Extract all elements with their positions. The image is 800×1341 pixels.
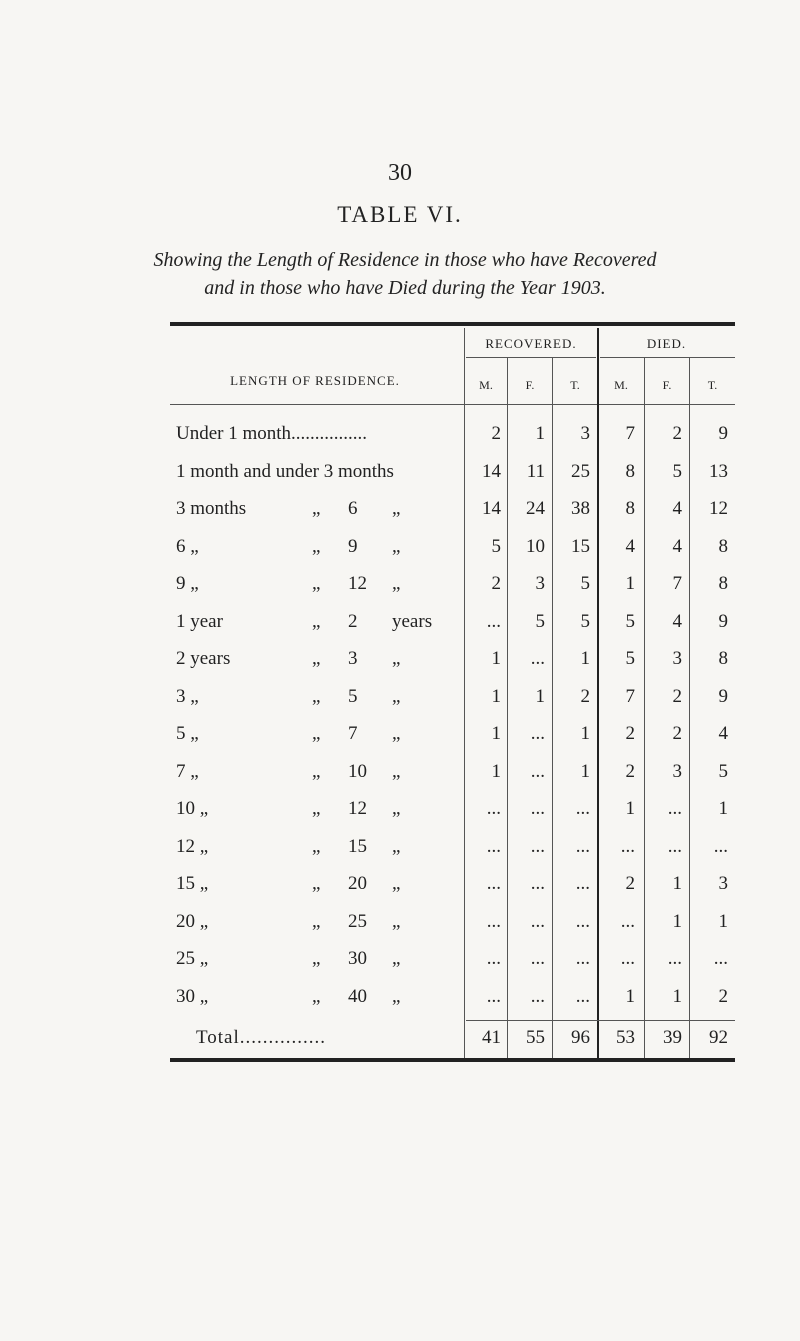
total-cell: 53 bbox=[616, 1027, 635, 1048]
table-cell: ... bbox=[530, 948, 545, 969]
table-cell: ... bbox=[530, 723, 545, 744]
table-cell: 1 bbox=[718, 798, 728, 819]
table-cell: 1 bbox=[535, 423, 545, 444]
row-label-from: 3 „ bbox=[176, 686, 199, 707]
table-cell: 2 bbox=[718, 986, 728, 1007]
table-cell: 1 bbox=[672, 986, 682, 1007]
row-label-ditto1: „ bbox=[312, 723, 321, 744]
table-cell: ... bbox=[575, 948, 590, 969]
table-cell: 5 bbox=[625, 648, 635, 669]
row-label-unit: „ bbox=[392, 911, 401, 932]
table-cell: 9 bbox=[718, 686, 728, 707]
row-label-from: 25 „ bbox=[176, 948, 209, 969]
table-cell: ... bbox=[713, 948, 728, 969]
table-cell: 2 bbox=[625, 761, 635, 782]
died-m-header: M. bbox=[614, 378, 628, 392]
row-label-unit: „ bbox=[392, 536, 401, 557]
table-title: TABLE VI. bbox=[337, 202, 463, 227]
row-label-ditto1: „ bbox=[312, 498, 321, 519]
table-cell: 3 bbox=[672, 648, 682, 669]
table-cell: 4 bbox=[672, 611, 682, 632]
table-cell: 1 bbox=[672, 911, 682, 932]
table-cell: 8 bbox=[718, 648, 728, 669]
row-label-to: 7 bbox=[348, 723, 358, 744]
table-cell: 4 bbox=[672, 498, 682, 519]
table-cell: 8 bbox=[718, 573, 728, 594]
table-cell: ... bbox=[486, 986, 501, 1007]
table-cell: 1 bbox=[491, 723, 501, 744]
total-cell: 55 bbox=[526, 1027, 545, 1048]
table-cell: ... bbox=[486, 873, 501, 894]
table-cell: 4 bbox=[718, 723, 728, 744]
table-cell: 8 bbox=[625, 498, 635, 519]
table-cell: 1 bbox=[580, 761, 590, 782]
table-cell: 9 bbox=[718, 423, 728, 444]
row-label-unit: „ bbox=[392, 948, 401, 969]
table-cell: ... bbox=[530, 836, 545, 857]
row-label-unit: years bbox=[392, 611, 433, 632]
died-header: DIED. bbox=[646, 336, 687, 351]
row-label-from: 20 „ bbox=[176, 911, 209, 932]
row-label-unit: „ bbox=[392, 761, 401, 782]
table-cell: 2 bbox=[625, 873, 635, 894]
table-cell: 1 bbox=[535, 686, 545, 707]
row-label-from: 5 „ bbox=[176, 723, 199, 744]
table-cell: 5 bbox=[718, 761, 728, 782]
row-label-unit: „ bbox=[392, 723, 401, 744]
row-label-unit: „ bbox=[392, 686, 401, 707]
table-cell: ... bbox=[530, 986, 545, 1007]
table-cell: 1 bbox=[491, 648, 501, 669]
table-cell: 2 bbox=[672, 686, 682, 707]
column-rule-4 bbox=[597, 328, 599, 1058]
recovered-f-header: F. bbox=[525, 378, 535, 392]
row-label bbox=[176, 533, 464, 561]
row-label-unit: „ bbox=[392, 573, 401, 594]
table-cell: 9 bbox=[718, 611, 728, 632]
row-label bbox=[176, 420, 464, 448]
row-label-to: 5 bbox=[348, 686, 358, 707]
table-cell: 4 bbox=[625, 536, 635, 557]
row-label-to: 10 bbox=[348, 761, 367, 782]
table-cell: 12 bbox=[709, 498, 728, 519]
table-cell: 5 bbox=[580, 611, 590, 632]
header-underline-recovered bbox=[466, 357, 596, 358]
row-label bbox=[176, 495, 464, 523]
table-cell: ... bbox=[620, 836, 635, 857]
table-cell: 7 bbox=[625, 686, 635, 707]
row-label bbox=[176, 458, 464, 486]
table-cell: 5 bbox=[672, 461, 682, 482]
row-label-ditto1: „ bbox=[312, 948, 321, 969]
total-cell: 41 bbox=[482, 1027, 501, 1048]
row-label bbox=[176, 908, 464, 936]
row-label-to: 12 bbox=[348, 798, 367, 819]
row-label-to: 15 bbox=[348, 836, 367, 857]
table-cell: 3 bbox=[535, 573, 545, 594]
row-label-to: 3 bbox=[348, 648, 358, 669]
row-label-ditto1: „ bbox=[312, 573, 321, 594]
header-underline-died bbox=[600, 357, 735, 358]
table-cell: ... bbox=[620, 948, 635, 969]
row-label bbox=[176, 870, 464, 898]
table-cell: 2 bbox=[491, 573, 501, 594]
table-cell: 1 bbox=[625, 798, 635, 819]
column-rule-1 bbox=[464, 328, 465, 1058]
table-cell: 1 bbox=[672, 873, 682, 894]
row-label-unit: „ bbox=[392, 873, 401, 894]
row-label-to: 25 bbox=[348, 911, 367, 932]
table-cell: ... bbox=[530, 761, 545, 782]
row-label-from: 6 „ bbox=[176, 536, 199, 557]
row-label-ditto1: „ bbox=[312, 761, 321, 782]
table-cell: 8 bbox=[625, 461, 635, 482]
row-label-unit: „ bbox=[392, 648, 401, 669]
table-cell: 14 bbox=[482, 498, 501, 519]
table-cell: 11 bbox=[526, 461, 545, 482]
table-cell: 1 bbox=[580, 648, 590, 669]
table-cell: ... bbox=[486, 836, 501, 857]
table-subtitle bbox=[60, 246, 750, 302]
row-label-ditto1: „ bbox=[312, 648, 321, 669]
table-cell: ... bbox=[530, 911, 545, 932]
total-rule bbox=[466, 1020, 735, 1021]
died-f-header: F. bbox=[662, 378, 672, 392]
table-cell: 1 bbox=[625, 573, 635, 594]
table-cell: 5 bbox=[535, 611, 545, 632]
table-cell: 3 bbox=[718, 873, 728, 894]
table-cell: 5 bbox=[625, 611, 635, 632]
table-bottom-rule bbox=[170, 1058, 735, 1062]
row-label-ditto1: „ bbox=[312, 686, 321, 707]
row-label-from: 30 „ bbox=[176, 986, 209, 1007]
table-cell: ... bbox=[713, 836, 728, 857]
row-label-to: 6 bbox=[348, 498, 358, 519]
row-label bbox=[176, 795, 464, 823]
recovered-header: RECOVERED. bbox=[485, 336, 577, 351]
table-cell: 3 bbox=[672, 761, 682, 782]
row-label-from: 7 „ bbox=[176, 761, 199, 782]
row-label-from: 1 year bbox=[176, 611, 223, 632]
table-cell: 7 bbox=[625, 423, 635, 444]
row-label-unit: „ bbox=[392, 836, 401, 857]
table-cell: 5 bbox=[491, 536, 501, 557]
row-label-from: 10 „ bbox=[176, 798, 209, 819]
row-label bbox=[176, 983, 464, 1011]
table-cell: ... bbox=[486, 798, 501, 819]
table-cell: 5 bbox=[580, 573, 590, 594]
table-cell: ... bbox=[667, 836, 682, 857]
row-label-ditto1: „ bbox=[312, 873, 321, 894]
row-label-unit: „ bbox=[392, 986, 401, 1007]
table-cell: 8 bbox=[718, 536, 728, 557]
table-cell: ... bbox=[530, 873, 545, 894]
column-rule-2 bbox=[507, 358, 508, 1058]
table-cell: 2 bbox=[580, 686, 590, 707]
table-cell: ... bbox=[667, 948, 682, 969]
table-cell: 2 bbox=[672, 423, 682, 444]
table-cell: 1 bbox=[718, 911, 728, 932]
table-cell: ... bbox=[620, 911, 635, 932]
table-cell: 1 bbox=[491, 761, 501, 782]
table-cell: ... bbox=[575, 798, 590, 819]
row-label-from: 2 years bbox=[176, 648, 231, 669]
table-cell: 2 bbox=[491, 423, 501, 444]
row-label bbox=[176, 683, 464, 711]
row-label-ditto1: „ bbox=[312, 911, 321, 932]
table-cell: ... bbox=[530, 648, 545, 669]
table-cell: ... bbox=[667, 798, 682, 819]
row-label-from: 12 „ bbox=[176, 836, 209, 857]
row-label-from: 3 months bbox=[176, 498, 247, 519]
table-cell: ... bbox=[575, 873, 590, 894]
row-label-from: 15 „ bbox=[176, 873, 209, 894]
table-cell: ... bbox=[486, 948, 501, 969]
table-cell: ... bbox=[486, 611, 501, 632]
page-number: 30 bbox=[388, 160, 412, 186]
row-label-text: 1 month and under 3 months bbox=[176, 461, 394, 482]
table-cell: 1 bbox=[491, 686, 501, 707]
table-cell: ... bbox=[575, 836, 590, 857]
row-label-ditto1: „ bbox=[312, 798, 321, 819]
table-cell: 2 bbox=[672, 723, 682, 744]
table-cell: 7 bbox=[672, 573, 682, 594]
table-cell: 38 bbox=[571, 498, 590, 519]
row-label-from: 9 „ bbox=[176, 573, 199, 594]
row-label-ditto1: „ bbox=[312, 536, 321, 557]
row-label bbox=[176, 945, 464, 973]
row-label bbox=[176, 833, 464, 861]
table-cell: ... bbox=[575, 986, 590, 1007]
row-label-to: 30 bbox=[348, 948, 367, 969]
row-label-ditto1: „ bbox=[312, 611, 321, 632]
row-label bbox=[176, 720, 464, 748]
table-cell: 3 bbox=[580, 423, 590, 444]
length-of-residence-header: LENGTH OF RESIDENCE. bbox=[230, 373, 400, 388]
recovered-m-header: M. bbox=[479, 378, 493, 392]
table-cell: 1 bbox=[625, 986, 635, 1007]
row-label-ditto1: „ bbox=[312, 986, 321, 1007]
header-bottom-rule bbox=[170, 404, 735, 405]
table-cell: 2 bbox=[625, 723, 635, 744]
row-label bbox=[176, 645, 464, 673]
table-cell: 4 bbox=[672, 536, 682, 557]
table-top-rule bbox=[170, 322, 735, 326]
recovered-t-header: T. bbox=[570, 378, 580, 392]
row-label-to: 2 bbox=[348, 611, 358, 632]
row-label bbox=[176, 570, 464, 598]
subtitle-line-2: and in those who have Died during the Year 1903. bbox=[204, 277, 606, 299]
row-label-to: 20 bbox=[348, 873, 367, 894]
subtitle-line-1: Showing the Length of Residence in those who have Recovered bbox=[153, 249, 657, 271]
table-cell: ... bbox=[530, 798, 545, 819]
column-rule-3 bbox=[552, 358, 553, 1058]
table-cell: 25 bbox=[571, 461, 590, 482]
row-label-ditto1: „ bbox=[312, 836, 321, 857]
table-cell: 14 bbox=[482, 461, 501, 482]
total-cell: 92 bbox=[709, 1027, 728, 1048]
column-rule-5 bbox=[644, 358, 645, 1058]
row-label-to: 9 bbox=[348, 536, 358, 557]
row-label-to: 12 bbox=[348, 573, 367, 594]
table-cell: ... bbox=[575, 911, 590, 932]
row-label-text: Under 1 month................ bbox=[176, 423, 368, 444]
row-label-to: 40 bbox=[348, 986, 367, 1007]
row-label bbox=[176, 758, 464, 786]
table-cell: ... bbox=[486, 911, 501, 932]
table-cell: 10 bbox=[526, 536, 545, 557]
table-cell: 13 bbox=[709, 461, 728, 482]
column-rule-6 bbox=[689, 358, 690, 1058]
row-label bbox=[176, 608, 464, 636]
total-cell: 39 bbox=[663, 1027, 682, 1048]
table-cell: 15 bbox=[571, 536, 590, 557]
total-cell: 96 bbox=[571, 1027, 590, 1048]
table-cell: 24 bbox=[526, 498, 545, 519]
row-label-unit: „ bbox=[392, 798, 401, 819]
row-label-unit: „ bbox=[392, 498, 401, 519]
total-label: Total............... bbox=[196, 1027, 327, 1048]
died-t-header: T. bbox=[707, 378, 718, 392]
table-cell: 1 bbox=[580, 723, 590, 744]
